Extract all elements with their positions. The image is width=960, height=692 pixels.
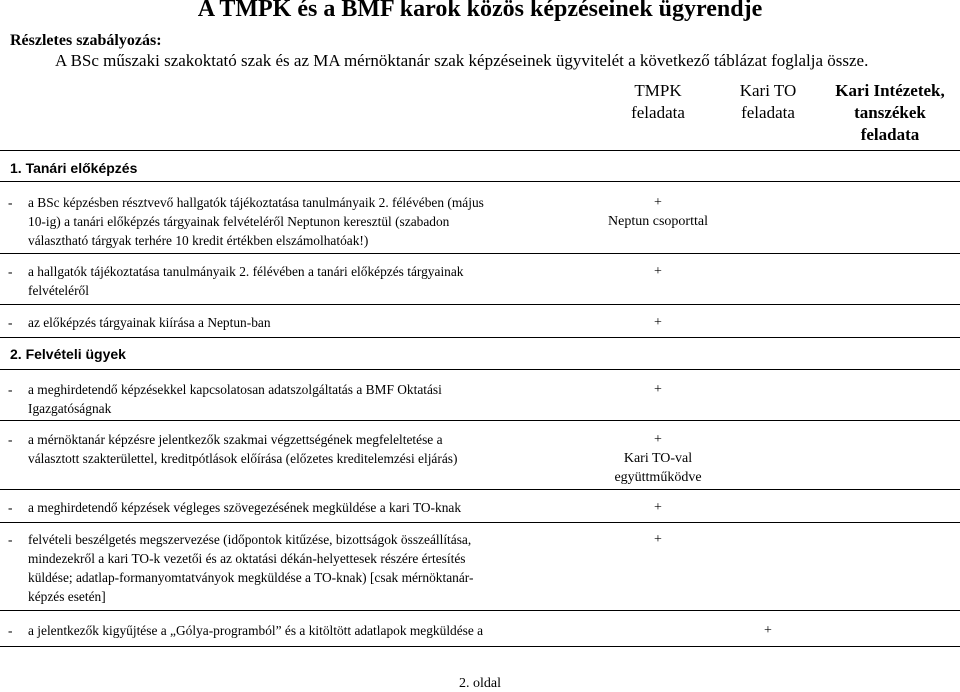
karito-cell (718, 621, 818, 640)
item-line: a meghirdetendő képzések végleges szövegezésének megküldése a kari TO-knak (28, 500, 462, 515)
plus-mark: + (654, 532, 662, 547)
divider (0, 522, 960, 523)
plus-mark: + (654, 195, 662, 210)
item-line: képzés esetén] (28, 589, 106, 604)
divider (0, 253, 960, 254)
tmpk-cell (598, 430, 718, 487)
list-item (8, 530, 588, 606)
list-item (8, 313, 588, 332)
divider (0, 610, 960, 611)
divider (0, 646, 960, 647)
divider (0, 369, 960, 370)
section-heading-1: 1. Tanári előképzés (10, 160, 138, 176)
plus-mark: + (654, 500, 662, 515)
plus-mark: + (654, 382, 662, 397)
tmpk-cell (598, 193, 718, 231)
item-line: választott szakterülettel, kreditpótlások előírása (előzetes kreditelemzési eljárás) (28, 451, 458, 466)
dash-bullet: - (8, 623, 13, 638)
divider (0, 181, 960, 182)
col-header-tmpk-line1: TMPK (634, 81, 682, 100)
tmpk-cell (598, 530, 718, 549)
col-header-kari-line1: Kari Intézetek, (835, 81, 945, 100)
tmpk-cell (598, 313, 718, 332)
list-item (8, 498, 598, 517)
item-line: a jelentkezők kigyűjtése a „Gólya-programból” és a kitöltött adatlapok megküldése a (28, 623, 484, 638)
list-item (8, 262, 588, 300)
item-line: Igazgatóságnak (28, 401, 112, 416)
list-item (8, 193, 588, 250)
plus-mark: + (654, 432, 662, 447)
page-title: A TMPK és a BMF karok közös képzéseinek ügyrendje (197, 0, 763, 22)
dash-bullet: - (8, 264, 13, 279)
item-line: a BSc képzésben résztvevő hallgatók tájékoztatása tanulmányaik 2. félévében (május (28, 195, 484, 210)
col-header-kari-intezetek (820, 80, 960, 146)
col-header-kari-to-line2: feladata (741, 103, 795, 122)
mark-note: Neptun csoporttal (608, 214, 708, 229)
plus-mark: + (764, 623, 772, 638)
section-heading-2: 2. Felvételi ügyek (10, 346, 126, 362)
item-line: 10-ig) a tanári előképzés tárgyainak felvételéről Neptunon keresztül (szabadon (28, 214, 450, 229)
page-number: 2. oldal (459, 676, 501, 691)
tmpk-cell (598, 498, 718, 517)
item-line: felvételi beszélgetés megszervezése (időpontok kitűzése, bizottságok összeállítása, (28, 532, 472, 547)
col-header-tmpk (608, 80, 708, 124)
mark-note: együttműködve (614, 470, 702, 485)
plus-mark: + (654, 264, 662, 279)
list-item (8, 430, 588, 468)
item-line: a mérnöktanár képzésre jelentkezők szakmai végzettségének megfeleltetése a (28, 432, 443, 447)
divider (0, 337, 960, 338)
dash-bullet: - (8, 500, 13, 515)
dash-bullet: - (8, 315, 13, 330)
dash-bullet: - (8, 195, 13, 210)
col-header-kari-to (718, 80, 818, 124)
divider (0, 489, 960, 490)
item-line: mindezekről a kari TO-k vezetői és az oktatási dékán-helyettesek részére értesítés (28, 551, 466, 566)
rules-label: Részletes szabályozás: (10, 32, 162, 49)
divider (0, 420, 960, 421)
plus-mark: + (654, 315, 662, 330)
item-line: választható tárgyak terhére 10 kredit értékben elszámolhatóak!) (28, 233, 369, 248)
divider (0, 150, 960, 151)
item-line: felvételéről (28, 283, 89, 298)
divider (0, 304, 960, 305)
item-line: a hallgatók tájékoztatása tanulmányaik 2. félévében a tanári előképzés tárgyainak (28, 264, 464, 279)
list-item (8, 621, 598, 640)
col-header-kari-to-line1: Kari TO (739, 81, 797, 100)
dash-bullet: - (8, 532, 13, 547)
tmpk-cell (598, 380, 718, 399)
item-line: a meghirdetendő képzésekkel kapcsolatosan adatszolgáltatás a BMF Oktatási (28, 382, 442, 397)
tmpk-cell (598, 262, 718, 281)
intro-text: A BSc műszaki szakoktató szak és az MA mérnöktanár szak képzéseinek ügyvitelét a következő táblázat foglalja össze. (55, 51, 869, 70)
mark-note: Kari TO-val (623, 451, 693, 466)
list-item (8, 380, 588, 418)
col-header-tmpk-line2: feladata (631, 103, 685, 122)
col-header-kari-line3: feladata (860, 125, 920, 144)
dash-bullet: - (8, 432, 13, 447)
item-line: küldése; adatlap-formanyomtatványok megküldése a TO-knak) [csak mérnöktanár- (28, 570, 474, 585)
col-header-kari-line2: tanszékek (854, 103, 926, 122)
dash-bullet: - (8, 382, 13, 397)
item-line: az előképzés tárgyainak kiírása a Neptun-ban (28, 315, 271, 330)
